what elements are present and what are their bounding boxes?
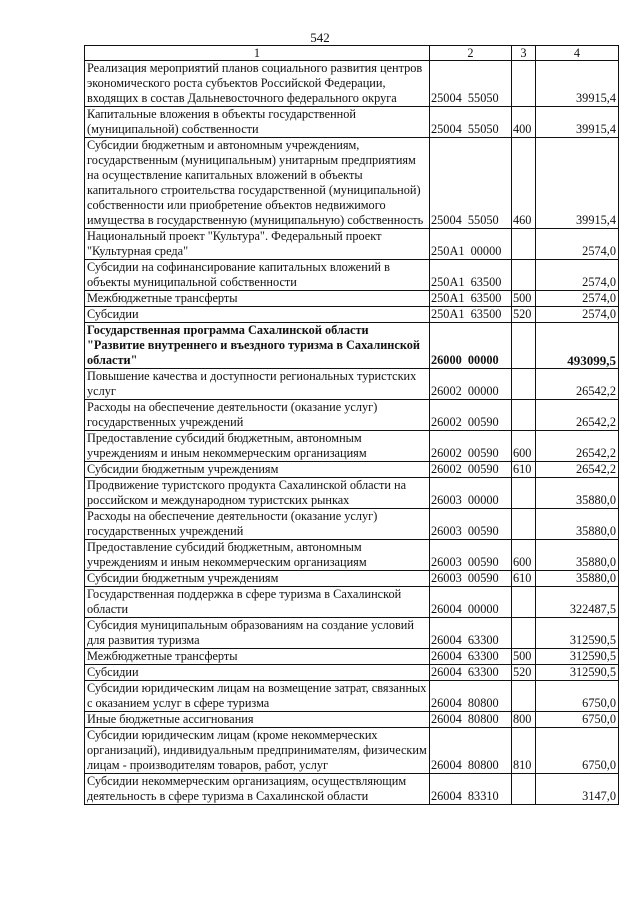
row-name: Субсидии юридическим лицам (кроме некоммерческих организаций), индивидуальным предпринимателям, физическим лицам - производителям товаров, работ, услуг [85, 728, 430, 774]
row-code: 26002 00000 [430, 369, 512, 400]
row-code: 26003 00590 [430, 540, 512, 571]
table-row [85, 138, 619, 229]
table-row [85, 540, 619, 571]
row-sum: 312590,5 [536, 665, 619, 681]
table-row [85, 681, 619, 712]
row-code: 25004 55050 [430, 61, 512, 107]
row-code: 25004 55050 [430, 107, 512, 138]
row-name: Субсидии на софинансирование капитальных вложений в объекты муниципальной собственности [85, 260, 430, 291]
column-header-kind: 3 [512, 46, 536, 61]
row-name: Расходы на обеспечение деятельности (оказание услуг) государственных учреждений [85, 509, 430, 540]
row-code: 250A1 00000 [430, 229, 512, 260]
row-name: Капитальные вложения в объекты государственной (муниципальной) собственности [85, 107, 430, 138]
column-header-sum: 4 [536, 46, 619, 61]
row-kind: 600 [512, 540, 536, 571]
budget-table-body [85, 46, 619, 805]
table-row [85, 400, 619, 431]
row-code: 26002 00590 [430, 431, 512, 462]
table-row [85, 774, 619, 805]
row-code: 26002 00590 [430, 462, 512, 478]
row-sum: 2574,0 [536, 229, 619, 260]
row-kind [512, 478, 536, 509]
row-name: Продвижение туристского продукта Сахалинской области на российском и международном туристских рынках [85, 478, 430, 509]
row-code: 26004 80800 [430, 728, 512, 774]
row-kind [512, 229, 536, 260]
row-code: 26004 63300 [430, 665, 512, 681]
row-name: Субсидии бюджетным учреждениям [85, 462, 430, 478]
table-row [85, 307, 619, 323]
row-kind: 810 [512, 728, 536, 774]
row-kind [512, 681, 536, 712]
row-kind: 400 [512, 107, 536, 138]
column-header-name: 1 [85, 46, 430, 61]
row-kind: 500 [512, 649, 536, 665]
row-sum: 6750,0 [536, 681, 619, 712]
table-row [85, 618, 619, 649]
row-name: Реализация мероприятий планов социального развития центров экономического роста субъектов Российской Федерации, входящих в состав Дальневосточного федерального округа [85, 61, 430, 107]
row-name: Субсидии бюджетным и автономным учреждениям, государственным (муниципальным) унитарным предприятиям на осуществление капитальных вложений в объекты капитального строительства государственной (муниципальной) собственности или приобретение объектов недвижимого имущества в государственную (муниципальную) собственность [85, 138, 430, 229]
row-kind: 520 [512, 665, 536, 681]
row-kind: 600 [512, 431, 536, 462]
table-row [85, 571, 619, 587]
row-code: 26003 00590 [430, 571, 512, 587]
table-row [85, 712, 619, 728]
row-name: Межбюджетные трансферты [85, 291, 430, 307]
row-code: 26004 00000 [430, 587, 512, 618]
row-sum: 39915,4 [536, 138, 619, 229]
row-kind [512, 618, 536, 649]
table-row [85, 260, 619, 291]
row-name: Предоставление субсидий бюджетным, автономным учреждениям и иным некоммерческим организациям [85, 431, 430, 462]
row-sum: 26542,2 [536, 431, 619, 462]
row-kind [512, 61, 536, 107]
table-row [85, 369, 619, 400]
row-sum: 35880,0 [536, 509, 619, 540]
row-sum: 6750,0 [536, 728, 619, 774]
row-kind [512, 323, 536, 369]
row-kind [512, 260, 536, 291]
page-number: 542 [310, 30, 330, 45]
row-code: 25004 55050 [430, 138, 512, 229]
row-sum: 2574,0 [536, 291, 619, 307]
table-row [85, 431, 619, 462]
row-sum: 35880,0 [536, 540, 619, 571]
row-kind [512, 774, 536, 805]
row-sum: 3147,0 [536, 774, 619, 805]
row-name: Предоставление субсидий бюджетным, автономным учреждениям и иным некоммерческим организациям [85, 540, 430, 571]
row-kind: 610 [512, 571, 536, 587]
row-name: Государственная поддержка в сфере туризма в Сахалинской области [85, 587, 430, 618]
row-name: Повышение качества и доступности региональных туристских услуг [85, 369, 430, 400]
row-kind [512, 509, 536, 540]
row-code: 26004 80800 [430, 681, 512, 712]
table-row [85, 478, 619, 509]
row-kind: 500 [512, 291, 536, 307]
row-name: Субсидии юридическим лицам на возмещение затрат, связанных с оказанием услуг в сфере туризма [85, 681, 430, 712]
row-code: 26004 83310 [430, 774, 512, 805]
row-sum: 26542,2 [536, 462, 619, 478]
table-row [85, 107, 619, 138]
row-name: Субсидии [85, 665, 430, 681]
row-sum: 2574,0 [536, 260, 619, 291]
table-row [85, 665, 619, 681]
budget-table [84, 45, 619, 805]
row-name: Субсидии некоммерческим организациям, осуществляющим деятельность в сфере туризма в Сахалинской области [85, 774, 430, 805]
row-code: 250A1 63500 [430, 307, 512, 323]
row-code: 26000 00000 [430, 323, 512, 369]
row-sum: 2574,0 [536, 307, 619, 323]
row-code: 250A1 63500 [430, 291, 512, 307]
table-row [85, 291, 619, 307]
row-code: 26004 63300 [430, 618, 512, 649]
row-code: 26003 00590 [430, 509, 512, 540]
table-header-row [85, 46, 619, 61]
column-header-code: 2 [430, 46, 512, 61]
table-row [85, 587, 619, 618]
row-kind: 800 [512, 712, 536, 728]
row-sum: 35880,0 [536, 571, 619, 587]
row-sum: 26542,2 [536, 400, 619, 431]
row-name: Расходы на обеспечение деятельности (оказание услуг) государственных учреждений [85, 400, 430, 431]
row-sum: 493099,5 [536, 323, 619, 369]
table-row [85, 728, 619, 774]
row-code: 26004 80800 [430, 712, 512, 728]
row-kind [512, 369, 536, 400]
row-sum: 312590,5 [536, 649, 619, 665]
row-sum: 39915,4 [536, 107, 619, 138]
row-name: Субсидии бюджетным учреждениям [85, 571, 430, 587]
row-sum: 312590,5 [536, 618, 619, 649]
row-sum: 35880,0 [536, 478, 619, 509]
row-kind [512, 587, 536, 618]
row-name: Иные бюджетные ассигнования [85, 712, 430, 728]
row-sum: 322487,5 [536, 587, 619, 618]
row-name: Государственная программа Сахалинской области "Развитие внутреннего и въездного туризма в Сахалинской области" [85, 323, 430, 369]
row-code: 250A1 63500 [430, 260, 512, 291]
row-kind: 520 [512, 307, 536, 323]
table-row [85, 649, 619, 665]
row-kind [512, 400, 536, 431]
row-kind: 460 [512, 138, 536, 229]
row-sum: 6750,0 [536, 712, 619, 728]
table-row [85, 509, 619, 540]
row-name: Национальный проект "Культура". Федеральный проект "Культурная среда" [85, 229, 430, 260]
row-sum: 26542,2 [536, 369, 619, 400]
row-name: Субсидии [85, 307, 430, 323]
row-code: 26002 00590 [430, 400, 512, 431]
row-code: 26004 63300 [430, 649, 512, 665]
row-kind: 610 [512, 462, 536, 478]
row-name: Межбюджетные трансферты [85, 649, 430, 665]
table-row [85, 323, 619, 369]
table-row [85, 229, 619, 260]
row-code: 26003 00000 [430, 478, 512, 509]
row-sum: 39915,4 [536, 61, 619, 107]
row-name: Субсидия муниципальным образованиям на создание условий для развития туризма [85, 618, 430, 649]
table-row [85, 462, 619, 478]
table-row [85, 61, 619, 107]
